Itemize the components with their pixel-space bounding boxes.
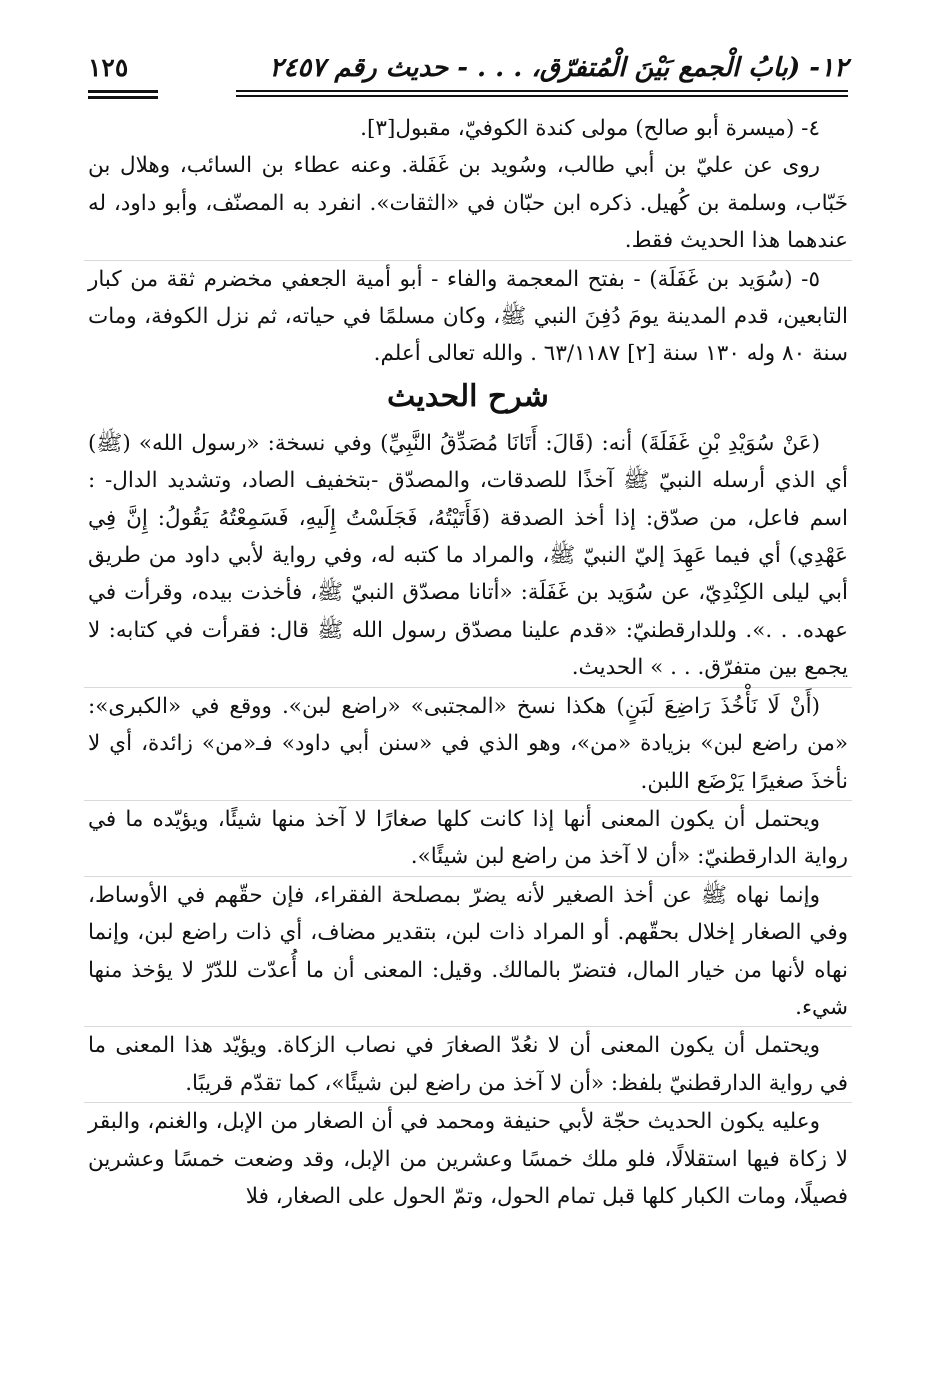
commentary-paragraph-4: وإنما نهاه ﷺ عن أخذ الصغير لأنه يضرّ بمصلحة الفقراء، فإن حقّهم في الأوساط، وفي الصغار إخلال بحقّهم. أو المراد ذات لبن، بتقدير مضاف، أي ذات راضع لبن، وإنما نهاه لأنها من خيار المال، فتضرّ بالمالك. وقيل: المعنى أن ما أُعدّت للدّرّ لا يؤخذ منها شيء. <box>88 882 848 1020</box>
commentary-paragraph-5: ويحتمل أن يكون المعنى أن لا نعُدّ الصغارَ في نصاب الزكاة. ويؤيّد هذا المعنى ما في رواية الدارقطنيّ بلفظ: «أن لا آخذ من راضع لبن شيئًا»، كما تقدّم قريبًا. <box>88 1033 848 1096</box>
chapter-title: ١٢- (بابُ الْجمع بَيْنَ الْمُتفرّق، . . . - حديث رقم ٢٤٥٧ <box>269 53 848 83</box>
page-number: ١٢٥ <box>88 53 129 82</box>
header-rule <box>88 90 848 104</box>
header-rule-left <box>88 90 158 102</box>
commentary-paragraph-6: وعليه يكون الحديث حجّة لأبي حنيفة ومحمد في أن الصغار من الإبل، والغنم، والبقر لا زكاة فيها استقلالًا، فلو ملك خمسًا وعشرين من الإبل، وقد وضعت خمسًا وعشرين فصيلًا، ومات الكبار كلها قبل تمام الحول، وتمّ الحول على الصغار، فلا <box>88 1109 848 1209</box>
commentary-paragraph-1: (عَنْ سُوَيْدِ بْنِ غَفَلَةَ) أنه: (قَالَ: أَتَانَا مُصَدِّقُ النَّبِيِّ) وفي نسخة: «رسول الله» (ﷺ) أي الذي أرسله النبيّ ﷺ آخذًا للصدقات، والمصدّق -بتخفيف الصاد، وتشديد الدال- : اسم فاعل، من صدّق: إذا أخذ الصدقة (فَأَتَيْتُهُ، فَجَلَسْتُ إِلَيهِ، فَسَمِعْتُهُ يَقُولُ: إِنَّ فِي عَهْدِي) أي فيما عَهِدَ إليّ النبيّ ﷺ، والمراد ما كتبه له، وفي رواية لأبي داود من طريق أبي ليلى الكِنْدِيّ، عن سُوَيد بن غَفَلَة: «أتانا مصدّق النبيّ ﷺ، فأخذت بيده، وقرأت في عهده. . .». وللدارقطنيّ: «قدم علينا مصدّق رسول الله ﷺ قال: فقرأت في كتابه: لا يجمع بين متفرّق. . . » الحديث. <box>88 430 848 681</box>
section-heading: شرح الحديث <box>387 378 549 414</box>
commentary-paragraph-2: (أَنْ لَا نَأْخُذَ رَاضِعَ لَبَنٍ) هكذا نسخ «المجتبى» «راضع لبن». ووقع في «الكبرى»: «من راضع لبن» بزيادة «من»، وهو الذي في «سنن أبي داود» فـ«من» زائدة، أي لا نأخذَ صغيرًا يَرْضَع اللبن. <box>88 693 848 794</box>
narrator-entry-4: ٤- (ميسرة أبو صالح) مولى كندة الكوفيّ، مقبول[٣]. <box>360 116 820 141</box>
narrators-section <box>88 110 848 373</box>
commentary-paragraph-3: ويحتمل أن يكون المعنى أنها إذا كانت كلها صغارًا لا آخذ منها شيئًا، ويؤيّده ما في رواية الدارقطنيّ: «أن لا آخذ من راضع لبن شيئًا». <box>88 806 848 870</box>
header-rule-right <box>236 90 848 100</box>
running-header <box>88 52 848 88</box>
narrator-entry-4-details: روى عن عليّ بن أبي طالب، وسُويد بن غَفَلة. وعنه عطاء بن السائب، وهلال بن خَبّاب، وسلمة بن كُهيل. ذكره ابن حبّان في «الثقات». انفرد به المصنّف، وأبو داود، له عندهما هذا الحديث فقط. <box>88 153 848 254</box>
commentary-section <box>88 425 848 1216</box>
narrator-entry-5: ٥- (سُوَيد بن غَفَلَة) - بفتح المعجمة والفاء - أبو أمية الجعفي مخضرم ثقة من كبار التابعين، قدم المدينة يومَ دُفِنَ النبي ﷺ، وكان مسلمًا في حياته، ثم نزل الكوفة، ومات سنة ٨٠ وله ١٣٠ سنة [٢] ٦٣/١١٨٧ . والله تعالى أعلم. <box>88 266 848 367</box>
